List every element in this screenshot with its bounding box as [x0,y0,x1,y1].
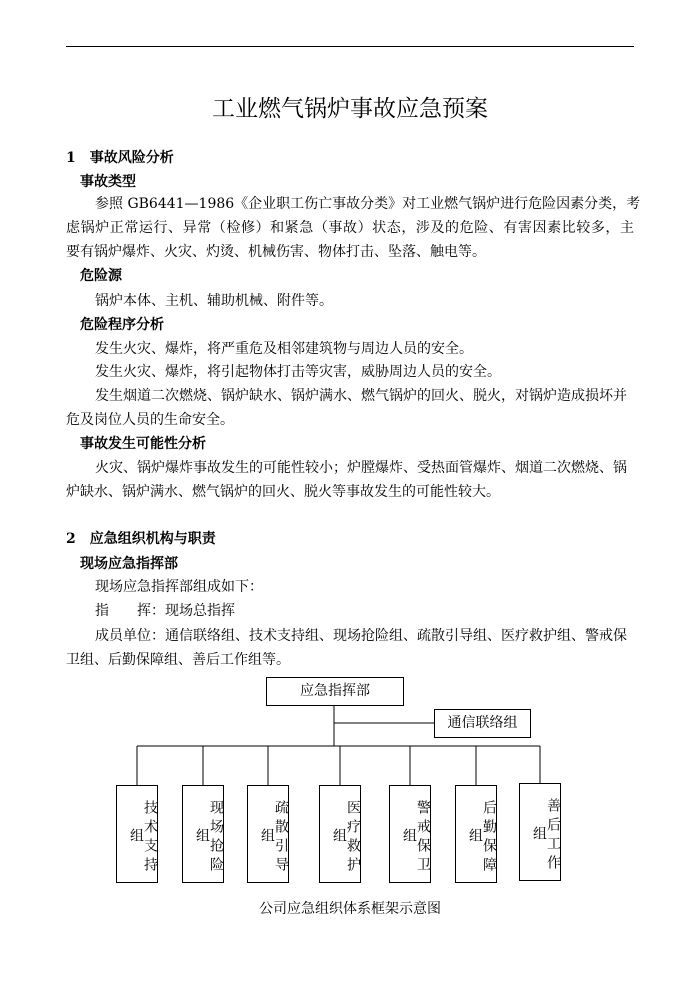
subsection-likelihood-heading: 事故发生可能性分析 [80,436,206,452]
subsection-hazard-analysis-heading: 危险程序分析 [80,317,164,333]
org-side-box: 通信联络组 [434,709,531,738]
paragraph-line: 炉缺水、锅炉满水、燃气锅炉的回火、脱火等事故发生的可能性较大。 [66,484,500,500]
subsection-accident-type-heading: 事故类型 [80,174,136,190]
paragraph-line: 发生烟道二次燃烧、锅炉缺水、锅炉满水、燃气锅炉的回火、脱火，对锅炉造成损坏并 [95,388,627,404]
paragraph-line: 发生火灾、爆炸，将引起物体打击等灾害，威胁周边人员的安全。 [95,364,501,380]
section-1-heading: 1 事故风险分析 [66,150,174,166]
header-rule [66,46,634,47]
org-group-box: 警戒保卫组 [389,785,431,883]
paragraph-line: 锅炉本体、主机、辅助机械、附件等。 [95,293,333,309]
paragraph-line: 参照 GB6441—1986《企业职工伤亡事故分类》对工业燃气锅炉进行危险因素分类，考 [95,196,641,212]
org-root-box: 应急指挥部 [266,677,404,706]
org-group-box: 医疗救护组 [319,785,361,883]
paragraph-line: 发生火灾、爆炸，将严重危及相邻建筑物与周边人员的安全。 [95,341,473,357]
paragraph-line: 卫组、后勤保障组、善后工作组等。 [66,652,290,668]
subsection-command-heading: 现场应急指挥部 [80,556,178,572]
paragraph-line: 火灾、锅炉爆炸事故发生的可能性较小；炉膛爆炸、受热面管爆炸、烟道二次燃烧、锅 [95,460,627,476]
paragraph-line: 指 挥：现场总指挥 [95,603,235,619]
org-group-box: 技术支持组 [116,785,158,883]
org-group-box: 善后工作组 [519,783,561,881]
org-group-box: 现场抢险组 [182,785,224,883]
subsection-hazard-source-heading: 危险源 [80,268,122,284]
paragraph-line: 要有锅炉爆炸、火灾、灼烫、机械伤害、物体打击、坠落、触电等。 [66,244,486,260]
paragraph-line: 虑锅炉正常运行、异常（检修）和紧急（事故）状态，涉及的危险、有害因素比较多，主 [66,220,634,236]
document-title: 工业燃气锅炉事故应急预案 [212,96,488,122]
org-chart-caption: 公司应急组织体系框架示意图 [259,901,441,917]
org-group-box: 疏散引导组 [247,785,289,883]
paragraph-line: 现场应急指挥部组成如下： [95,579,263,595]
paragraph-line: 成员单位：通信联络组、技术支持组、现场抢险组、疏散引导组、医疗救护组、警戒保 [95,628,627,644]
section-2-heading: 2 应急组织机构与职责 [66,531,216,547]
paragraph-line: 危及岗位人员的生命安全。 [66,412,234,428]
org-group-box: 后勤保障组 [455,785,497,883]
